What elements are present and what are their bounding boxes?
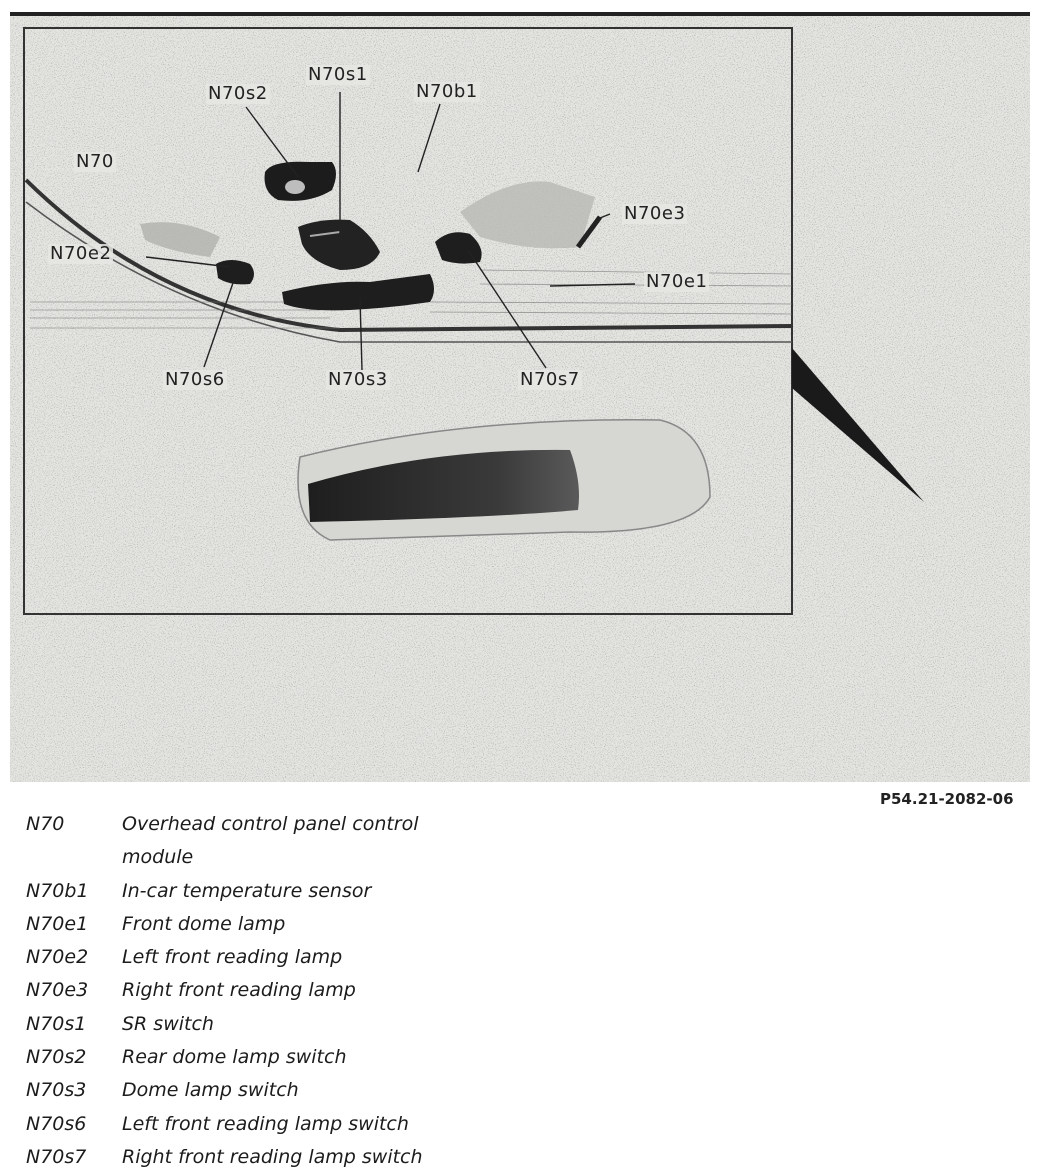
legend-code: N70e2	[26, 946, 89, 969]
legend-description: Left front reading lamp switch	[122, 1112, 409, 1135]
legend-description: Rear dome lamp switch	[122, 1046, 347, 1069]
legend-description: Front dome lamp	[122, 912, 286, 935]
legend-row	[26, 808, 482, 875]
legend-row	[26, 1074, 482, 1107]
overhead-panel-figure	[10, 12, 1030, 782]
legend	[26, 808, 482, 1174]
legend-description: Right front reading lamp switch	[122, 1145, 423, 1168]
callout-n70s7: N70s7	[520, 369, 580, 390]
legend-description: Left front reading lamp	[122, 946, 343, 969]
legend-description: Overhead control panel control module	[122, 813, 419, 869]
legend-code: N70e3	[26, 979, 89, 1002]
callout-n70s6: N70s6	[165, 369, 225, 390]
legend-description: Right front reading lamp	[122, 979, 356, 1002]
legend-code: N70s1	[26, 1012, 87, 1035]
legend-code: N70	[26, 813, 65, 835]
callout-n70s3: N70s3	[328, 369, 388, 390]
legend-row	[26, 974, 482, 1007]
legend-code: N70s3	[26, 1079, 87, 1102]
callout-n70: N70	[76, 151, 114, 172]
callout-n70e2: N70e2	[50, 243, 112, 264]
legend-code: N70e1	[26, 912, 89, 935]
legend-description: Dome lamp switch	[122, 1079, 299, 1102]
callout-n70s1: N70s1	[308, 64, 368, 85]
legend-row	[26, 941, 482, 974]
legend-description: SR switch	[122, 1012, 214, 1035]
legend-row	[26, 1041, 482, 1074]
callout-n70b1: N70b1	[416, 81, 478, 102]
legend-row	[26, 1008, 482, 1041]
legend-code: N70s7	[26, 1145, 87, 1168]
callout-n70e3: N70e3	[624, 203, 686, 224]
figure-id: P54.21-2082-06	[880, 790, 1014, 808]
callout-n70e1: N70e1	[646, 271, 708, 292]
legend-code: N70b1	[26, 879, 89, 902]
legend-code: N70s2	[26, 1046, 87, 1069]
legend-code: N70s6	[26, 1112, 87, 1135]
legend-row	[26, 1108, 482, 1141]
legend-row	[26, 875, 482, 908]
legend-row	[26, 1141, 482, 1174]
legend-row	[26, 908, 482, 941]
overhead-panel-photo	[10, 12, 1030, 782]
legend-description: In-car temperature sensor	[122, 879, 372, 902]
callout-n70s2: N70s2	[208, 83, 268, 104]
